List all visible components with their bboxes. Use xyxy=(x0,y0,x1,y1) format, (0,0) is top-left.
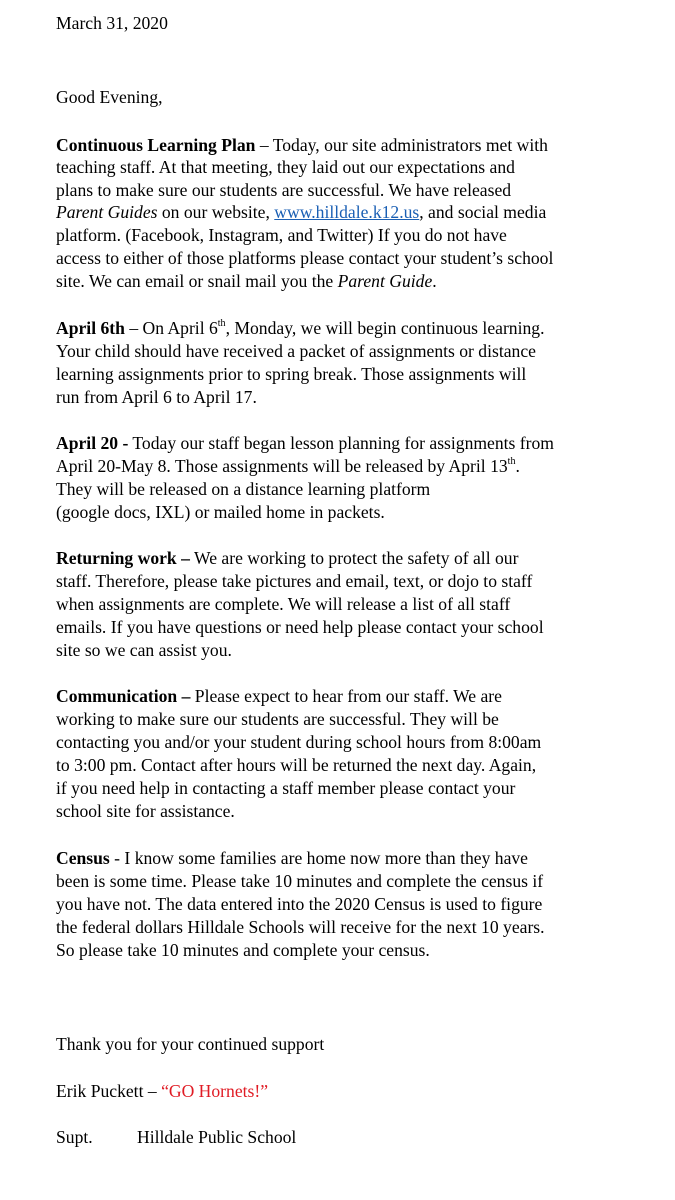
returning-line-2: staff. Therefore, please take pictures and email, text, or dojo to staff xyxy=(56,571,533,591)
april6-line-3: learning assignments prior to spring break. Those assignments will xyxy=(56,364,527,384)
april6-line-4: run from April 6 to April 17. xyxy=(56,387,257,407)
clp-heading: Continuous Learning Plan xyxy=(56,135,256,155)
clp-line-7: site. We can email or snail mail you the Parent Guide. xyxy=(56,271,437,291)
april20-line-2: April 20-May 8. Those assignments will be released by April 13th. xyxy=(56,456,520,476)
clp-line-5: platform. (Facebook, Instagram, and Twitter) If you do not have xyxy=(56,225,507,245)
letter-date: March 31, 2020 xyxy=(56,13,168,33)
returning-line-5: site so we can assist you. xyxy=(56,640,232,660)
april6-line-1: April 6th – On April 6th, Monday, we will begin continuous learning. xyxy=(56,318,545,338)
census-line-5: So please take 10 minutes and complete your census. xyxy=(56,940,430,960)
returning-line-3: when assignments are complete. We will release a list of all staff xyxy=(56,594,511,614)
april20-line-4: (google docs, IXL) or mailed home in packets. xyxy=(56,502,385,522)
clp-line-2: teaching staff. At that meeting, they laid out our expectations and xyxy=(56,157,515,177)
returning-line-1: Returning work – We are working to protect the safety of all our xyxy=(56,548,519,568)
website-link[interactable]: www.hilldale.k12.us xyxy=(274,202,420,222)
communication-line-1: Communication – Please expect to hear from our staff. We are xyxy=(56,686,502,706)
april6-heading: April 6th xyxy=(56,318,125,338)
organization: Hilldale Public School xyxy=(137,1127,297,1147)
parent-guides-italic: Parent Guides xyxy=(56,202,158,222)
census-line-3: you have not. The data entered into the 2020 Census is used to figure xyxy=(56,894,543,914)
april20-heading: April 20 - xyxy=(56,433,129,453)
communication-line-2: working to make sure our students are successful. They will be xyxy=(56,709,499,729)
returning-heading: Returning work – xyxy=(56,548,190,568)
parent-guide-italic: Parent Guide xyxy=(337,271,433,291)
communication-line-4: to 3:00 pm. Contact after hours will be returned the next day. Again, xyxy=(56,755,537,775)
signature-line xyxy=(56,1081,268,1101)
april20-line-3: They will be released on a distance learning platform xyxy=(56,479,431,499)
signer-title: Supt. xyxy=(56,1127,93,1147)
april20-line-1: April 20 - Today our staff began lesson planning for assignments from xyxy=(56,433,554,453)
census-line-2: been is some time. Please take 10 minutes and complete the census if xyxy=(56,871,544,891)
title-line xyxy=(56,1127,297,1147)
returning-line-4: emails. If you have questions or need help please contact your school xyxy=(56,617,544,637)
census-heading: Census xyxy=(56,848,110,868)
clp-line-4: Parent Guides on our website, www.hilldale.k12.us, and social media xyxy=(56,202,547,222)
clp-line-6: access to either of those platforms please contact your student’s school xyxy=(56,248,554,268)
census-line-4: the federal dollars Hilldale Schools will receive for the next 10 years. xyxy=(56,917,545,937)
communication-line-5: if you need help in contacting a staff member please contact your xyxy=(56,778,516,798)
clp-line-1: Continuous Learning Plan – Today, our site administrators met with xyxy=(56,135,548,155)
census-line-1: Census - I know some families are home now more than they have xyxy=(56,848,528,868)
communication-line-3: contacting you and/or your student during school hours from 8:00am xyxy=(56,732,542,752)
communication-line-6: school site for assistance. xyxy=(56,801,235,821)
greeting: Good Evening, xyxy=(56,87,163,107)
communication-heading: Communication – xyxy=(56,686,191,706)
closing-line: Thank you for your continued support xyxy=(56,1034,325,1054)
april6-line-2: Your child should have received a packet of assignments or distance xyxy=(56,341,536,361)
slogan: “GO Hornets!” xyxy=(161,1081,269,1101)
clp-line-3: plans to make sure our students are successful. We have released xyxy=(56,180,512,200)
signer-name: Erik Puckett – xyxy=(56,1081,162,1101)
